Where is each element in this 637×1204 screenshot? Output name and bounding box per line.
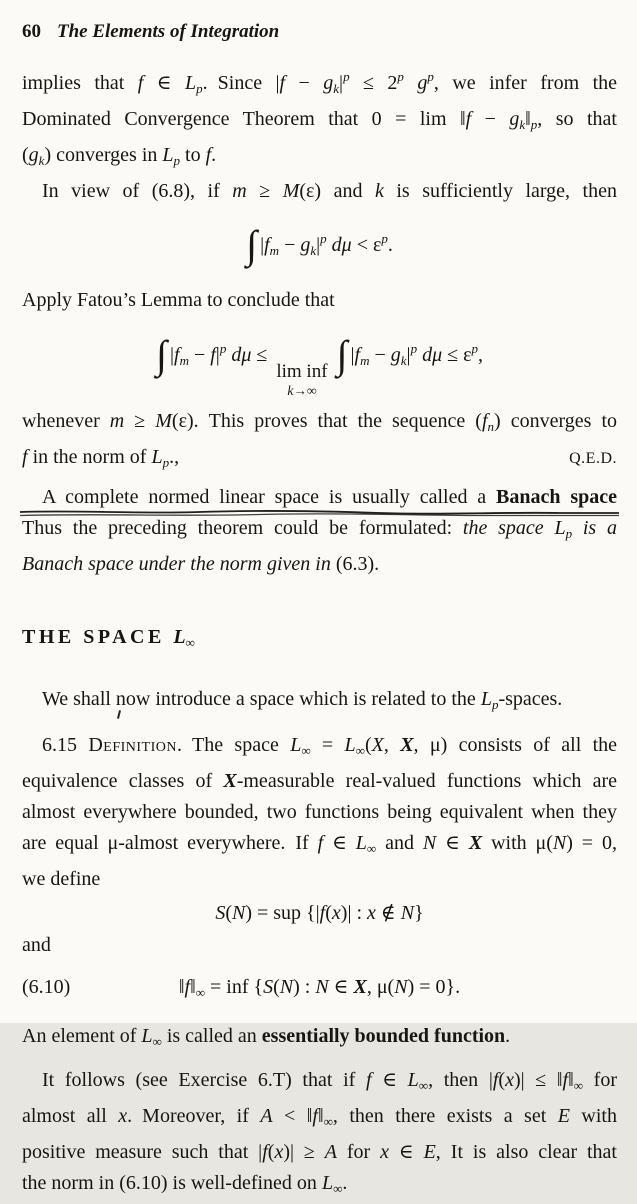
text-line: Apply Fatou’s Lemma to conclude that [22,289,335,311]
text-line: almost everywhere bounded, two functions being equivalent when they [22,800,617,823]
text-line: are equal μ-almost everywhere. If f ∈ $L_\infty$ and N ∈ X with μ(N) = 0, [22,831,617,856]
text-line: the norm in (6.10) is well-defined on $L_\infty$. [22,1171,348,1196]
text-line: In view of (6.8), if m ≥ M(ε) and k is sufficiently large, then [42,180,617,202]
text-line: we define [22,867,101,890]
text-line: equivalence classes of X-measurable real-valued functions which are [22,769,618,792]
qed-row [22,442,617,478]
equation-number: (6.10) [22,975,71,998]
qed-label: Q.E.D. [569,449,617,467]
text-line: Dominated Convergence Theorem that 0 = lim ‖f − $g_k‖_p$, so that [22,108,617,132]
equation-liminf: ∫ $|f_m - f|^p$ dμ ≤ lim inf k→∞ ∫ $|f_m - g_k|^p$ $d\mu \le \varepsilon^p$, [156,332,483,398]
text-line: A complete normed linear space is usually called a Banach space [42,485,617,508]
equation-fm-gk: ∫ $|f_m - g_k|^p$ $d\mu < \varepsilon^p$. [246,222,393,267]
text-line: $(g_k)$ converges in $L_p$ to f. [22,144,217,168]
equation-sn-sup: S(N) = sup {|f(x)| : x ∉ N} [215,901,424,924]
equation-610 [22,971,617,1009]
paragraph-essentially-bounded [22,1021,617,1057]
paragraph-we-shall [22,684,617,720]
text-line: Thus the preceding theorem could be formulated: the space $L_p$ is a [22,516,618,541]
underlined-sentence [22,482,617,513]
text-line: f in the norm of $L_p$., [22,445,180,470]
text-line: 6.15 Definition. The space $L_\infty = L_\infty(X$, X, μ) consists of all the [42,733,618,758]
text-line: It follows (see Exercise 6.T) that if f ∈ $L_\infty$, then $|f(x)| \le ‖f‖_\infty$ for [42,1068,617,1093]
paragraph-definition-615 [22,730,617,895]
text-line: positive measure such that |f(x)| ≥ A for x ∈ E, It is also clear that [22,1140,617,1163]
paragraph-whenever [22,406,617,478]
equation-body: $‖f‖_\infty$ = inf {S(N) : N ∈ X, μ(N) = 0}. [178,975,461,1000]
paragraph-it-follows [22,1065,617,1204]
text-line: almost all x. Moreover, if $A < ‖f‖_\infty$, then there exists a set E with [22,1104,617,1129]
text-line: and [22,933,51,956]
text-line: An element of $L_\infty$ is called an essentially bounded function. [22,1024,511,1049]
paragraph-continuation [22,61,617,176]
text-line: Banach space under the norm given in (6.3). [22,552,380,575]
paragraph-fatou [22,285,617,316]
text-line: We shall now introduce a space which is related to the $L_p$-spaces. [42,687,563,712]
section-heading-the-space-linf: THE SPACE $L_\infty$ [22,625,195,650]
running-head [22,16,617,47]
paragraph-and [22,930,617,961]
paragraph-in-view [22,176,617,207]
text-line: whenever m ≥ M(ε). This proves that the sequence $(f_n)$ converges to [22,409,617,434]
book-title: The Elements of Integration [57,21,280,42]
text-line: implies that f ∈ $L_p$. Since $|f - g_k|^p \le 2^p$ $g^p$, we infer from the [22,69,618,96]
paragraph-banach [22,482,617,580]
page-number: 60 [22,21,41,42]
